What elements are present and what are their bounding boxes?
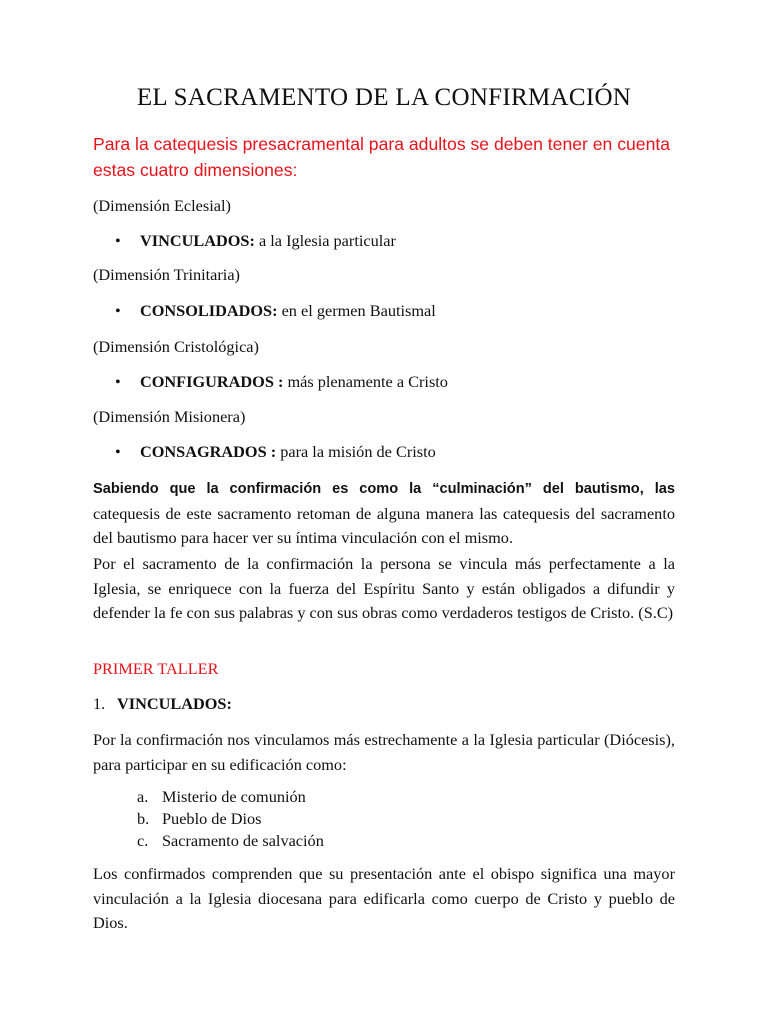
bullet-text: en el germen Bautismal	[277, 301, 436, 320]
bullet-text: a la Iglesia particular	[254, 231, 396, 250]
bullet-term: CONFIGURADOS :	[140, 372, 284, 391]
page-title: EL SACRAMENTO DE LA CONFIRMACIÓN	[136, 84, 632, 111]
bullet-item-consagrados	[115, 441, 436, 463]
bullet-term: CONSOLIDADOS:	[140, 301, 278, 320]
list-item-text: Misterio de comunión	[162, 787, 306, 806]
list-item-text: Pueblo de Dios	[162, 809, 262, 828]
list-item	[137, 808, 262, 830]
bullet-text: más plenamente a Cristo	[283, 372, 448, 391]
dimension-label-misionera: (Dimensión Misionera)	[93, 407, 246, 426]
numbered-heading-text: VINCULADOS:	[117, 694, 232, 713]
paragraph-confirmados: Los confirmados comprenden que su presentación ante el obispo significa una mayor vinculación a la Iglesia diocesana para edificarla como cuerpo de Cristo y pueblo de Dios.	[93, 864, 675, 932]
paragraph-sacramento: Por el sacramento de la confirmación la persona se vincula más perfectamente a la Iglesia, se enriquece con la fuerza del Espíritu Santo y están obligados a difundir y defender la fe con sus palabras y con sus obras como verdaderos testigos de Cristo. (S.C)	[93, 554, 675, 622]
bullet-item-vinculados	[115, 230, 396, 252]
section-heading: PRIMER TALLER	[93, 659, 219, 678]
list-item	[137, 786, 306, 808]
paragraph-bold-lead: Sabiendo que la confirmación es como la “culminación” del bautismo, las	[93, 481, 675, 497]
list-item-mark: a.	[137, 787, 149, 806]
bullet-item-configurados	[115, 371, 448, 393]
bullet-term: CONSAGRADOS :	[140, 442, 277, 461]
bullet-icon: •	[115, 372, 121, 391]
dimension-label-trinitaria: (Dimensión Trinitaria)	[93, 265, 240, 284]
bullet-text: para la misión de Cristo	[276, 442, 436, 461]
bullet-term: VINCULADOS:	[140, 231, 255, 250]
bullet-item-consolidados	[115, 300, 436, 322]
intro-text: Para la catequesis presacramental para adultos se deben tener en cuenta estas cuatro dimensiones:	[93, 134, 671, 180]
numbered-heading-number: 1.	[93, 694, 106, 713]
paragraph-rest: catequesis de este sacramento retoman de alguna manera las catequesis del sacramento del bautismo para hacer ver su íntima vinculación con el mismo.	[93, 503, 675, 547]
list-item-mark: c.	[137, 831, 149, 850]
paragraph-culminacion	[93, 476, 675, 551]
bullet-icon: •	[115, 231, 121, 250]
numbered-heading	[93, 693, 232, 715]
bullet-icon: •	[115, 301, 121, 320]
list-item-mark: b.	[137, 809, 150, 828]
bullet-icon: •	[115, 442, 121, 461]
list-item	[137, 830, 324, 852]
paragraph-confirmacion: Por la confirmación nos vinculamos más estrechamente a la Iglesia particular (Diócesis), para participar en su edificación como:	[93, 730, 675, 774]
list-item-text: Sacramento de salvación	[162, 831, 324, 850]
dimension-label-eclesial: (Dimensión Eclesial)	[93, 196, 231, 215]
dimension-label-cristologica: (Dimensión Cristológica)	[93, 337, 259, 356]
